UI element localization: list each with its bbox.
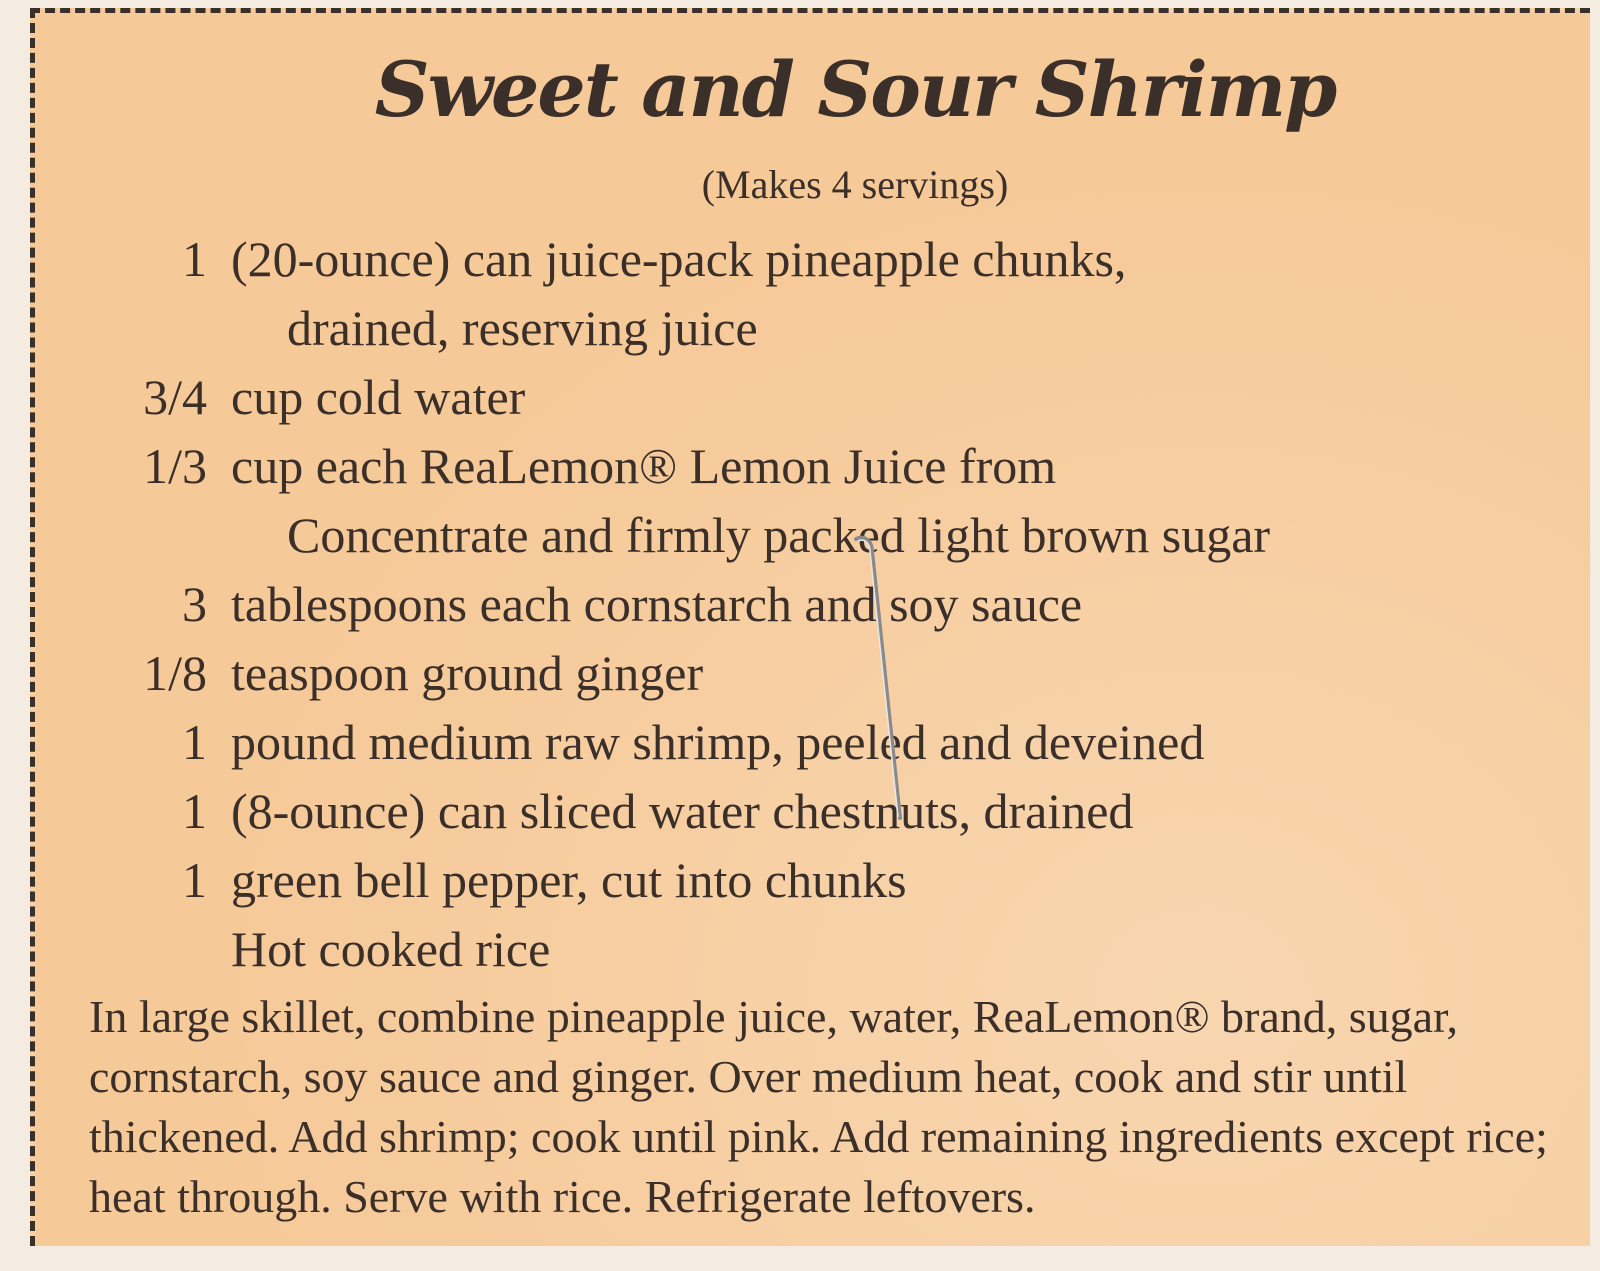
ingredient-qty: 1 xyxy=(182,783,207,839)
ingredient-item xyxy=(115,570,1555,639)
ingredient-qty: 1 xyxy=(182,714,207,770)
ingredient-line: pound medium raw shrimp, peeled and deveined xyxy=(231,714,1205,770)
ingredient-item xyxy=(115,432,1555,570)
ingredient-line: cup cold water xyxy=(231,369,526,425)
ingredient-item xyxy=(115,846,1555,915)
ingredient-item xyxy=(115,708,1555,777)
recipe-title: Sweet and Sour Shrimp xyxy=(374,45,1336,134)
ingredient-desc xyxy=(207,915,1555,984)
ingredient-list xyxy=(115,225,1555,984)
ingredient-qty: 1/8 xyxy=(143,645,207,701)
ingredient-qty: 1 xyxy=(182,231,207,287)
ingredient-item xyxy=(115,639,1555,708)
ingredient-line: Hot cooked rice xyxy=(231,921,551,977)
ingredient-line-cont: Concentrate and firmly packed light brown sugar xyxy=(287,507,1271,563)
method-paragraph: In large skillet, combine pineapple juice, water, ReaLemon® brand, sugar, cornstarch, soy sauce and ginger. Over medium heat, cook and stir until thickened. Add shrimp; cook until pink. Add remaining ingredients except rice; heat through. Serve with rice. Refrigerate leftovers. xyxy=(89,991,1548,1222)
ingredient-line: teaspoon ground ginger xyxy=(231,645,704,701)
ingredient-line: cup each ReaLemon® Lemon Juice from xyxy=(231,438,1057,494)
ingredient-desc xyxy=(207,225,1555,363)
ingredient-line-cont: drained, reserving juice xyxy=(287,300,758,356)
staple-pin-icon xyxy=(850,533,910,833)
servings-note: (Makes 4 servings) xyxy=(701,162,1009,207)
ingredient-line: tablespoons each cornstarch and soy sauce xyxy=(231,576,1083,632)
ingredient-qty: 1/3 xyxy=(143,438,207,494)
ingredient-qty: 3/4 xyxy=(143,369,207,425)
ingredient-desc xyxy=(207,846,1555,915)
ingredient-item xyxy=(115,777,1555,846)
ingredient-qty: 1 xyxy=(182,852,207,908)
ingredient-item xyxy=(115,225,1555,363)
ingredient-qty: 3 xyxy=(182,576,207,632)
ingredient-line: (20-ounce) can juice-pack pineapple chunks, xyxy=(231,231,1127,287)
ingredient-line: green bell pepper, cut into chunks xyxy=(231,852,907,908)
recipe-card xyxy=(30,8,1590,1246)
ingredient-item xyxy=(115,363,1555,432)
ingredient-item xyxy=(115,915,1555,984)
ingredient-desc xyxy=(207,363,1555,432)
ingredient-line: (8-ounce) can sliced water chestnuts, drained xyxy=(231,783,1134,839)
